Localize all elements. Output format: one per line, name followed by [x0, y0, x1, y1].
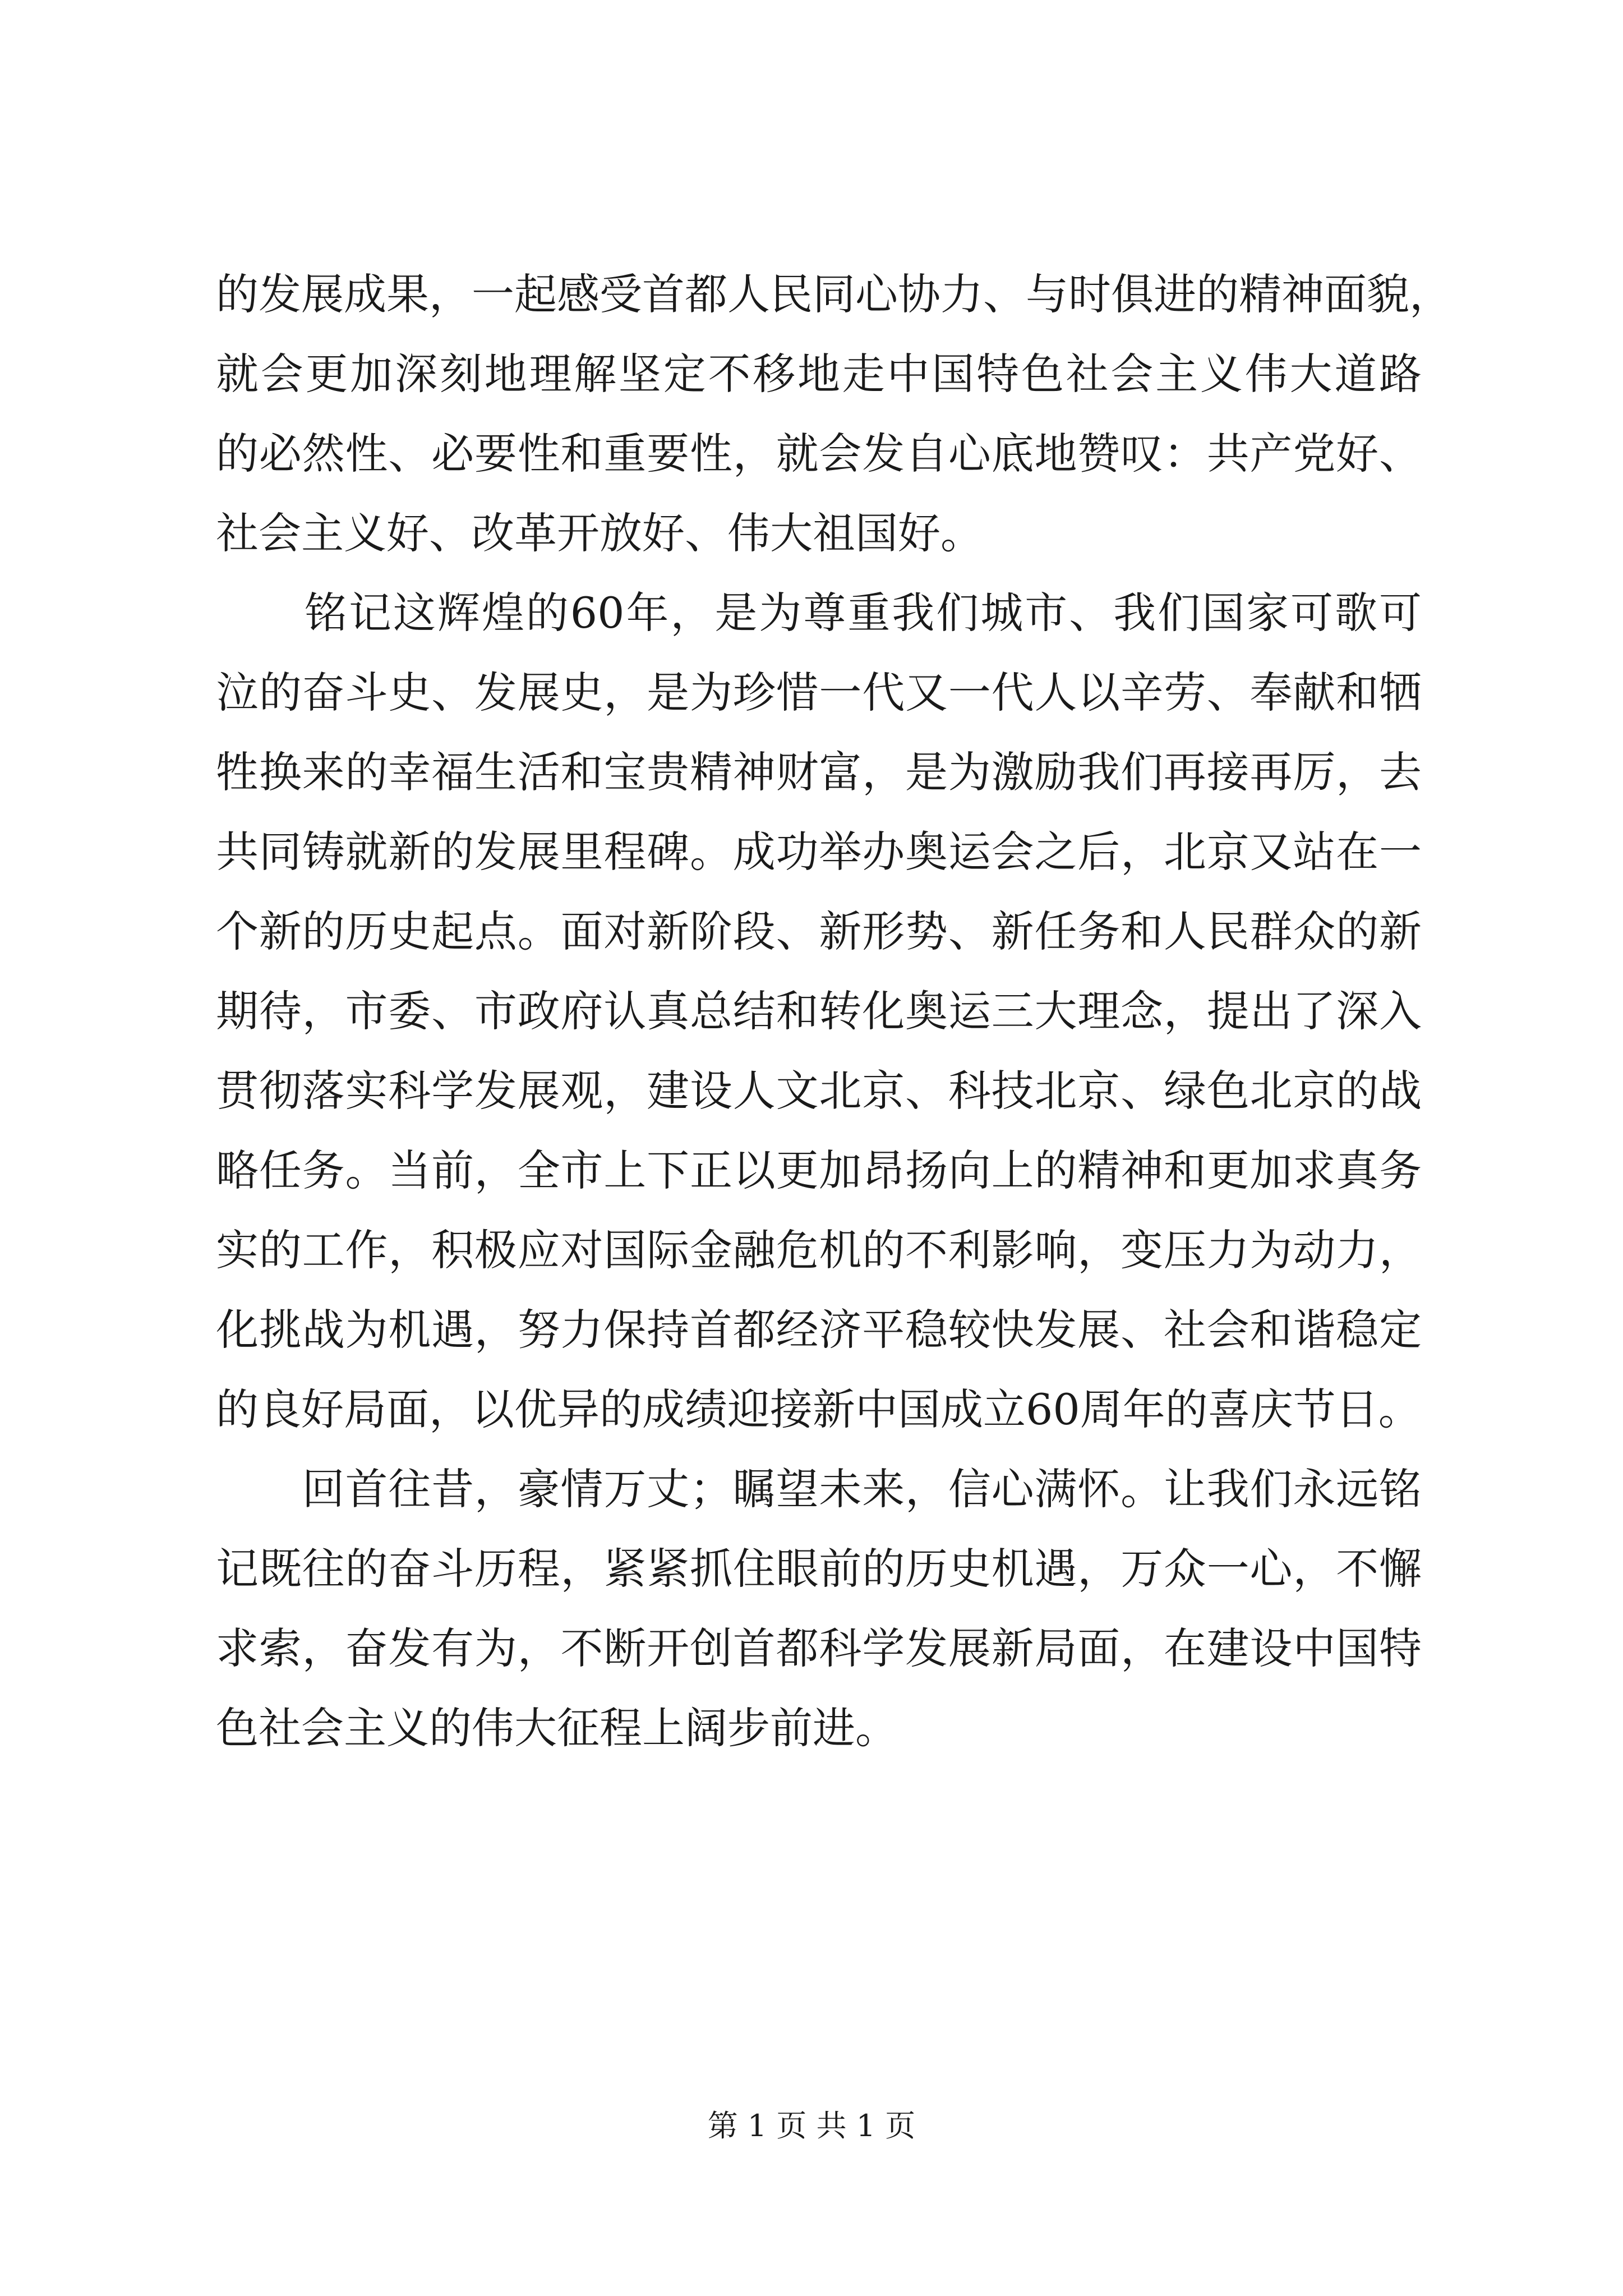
page-number-footer: 第 1 页 共 1 页: [707, 2108, 916, 2143]
paragraph-3-line-4: 色社会主义的伟大征程上阔步前进。: [216, 1703, 898, 1753]
paragraph-3-line-1: 回首往昔，豪情万丈；瞩望未来，信心满怀。让我们永远铭: [216, 1464, 1422, 1514]
paragraph-2-line-4: 共同铸就新的发展里程碑。成功举办奥运会之后，北京又站在一: [216, 827, 1422, 877]
paragraph-1-line-3: 的必然性、必要性和重要性，就会发自心底地赞叹：共产党好、: [216, 429, 1422, 478]
paragraph-1-line-4: 社会主义好、改革开放好、伟大祖国好。: [216, 508, 983, 558]
paragraph-1-line-2: 就会更加深刻地理解坚定不移地走中国特色社会主义伟大道路: [216, 349, 1422, 399]
paragraph-3-line-3: 求索，奋发有为，不断开创首都科学发展新局面，在建设中国特: [216, 1623, 1422, 1673]
paragraph-1-line-1: 的发展成果，一起感受首都人民同心协力、与时俱进的精神面貌，: [216, 269, 1452, 319]
paragraph-2-line-2: 泣的奋斗史、发展史，是为珍惜一代又一代人以辛劳、奉献和牺: [216, 668, 1422, 717]
paragraph-2-line-6: 期待，市委、市政府认真总结和转化奥运三大理念，提出了深入: [216, 986, 1422, 1036]
paragraph-2-line-5: 个新的历史起点。面对新阶段、新形势、新任务和人民群众的新: [216, 907, 1422, 956]
paragraph-2-line-7: 贯彻落实科学发展观，建设人文北京、科技北京、绿色北京的战: [216, 1066, 1422, 1116]
paragraph-2-line-3: 牲换来的幸福生活和宝贵精神财富，是为激励我们再接再厉，去: [216, 747, 1422, 797]
paragraph-2-line-8: 略任务。当前，全市上下正以更加昂扬向上的精神和更加求真务: [216, 1145, 1422, 1195]
paragraph-3-line-2: 记既往的奋斗历程，紧紧抓住眼前的历史机遇，万众一心，不懈: [216, 1544, 1422, 1594]
paragraph-2-line-11: 的良好局面，以优异的成绩迎接新中国成立60周年的喜庆节日。: [216, 1384, 1421, 1434]
paragraph-2-line-1: 铭记这辉煌的60年，是为尊重我们城市、我们国家可歌可: [216, 588, 1422, 638]
paragraph-2-line-10: 化挑战为机遇，努力保持首都经济平稳较快发展、社会和谐稳定: [216, 1305, 1422, 1355]
paragraph-2-line-9: 实的工作，积极应对国际金融危机的不利影响，变压力为动力，: [216, 1225, 1422, 1275]
